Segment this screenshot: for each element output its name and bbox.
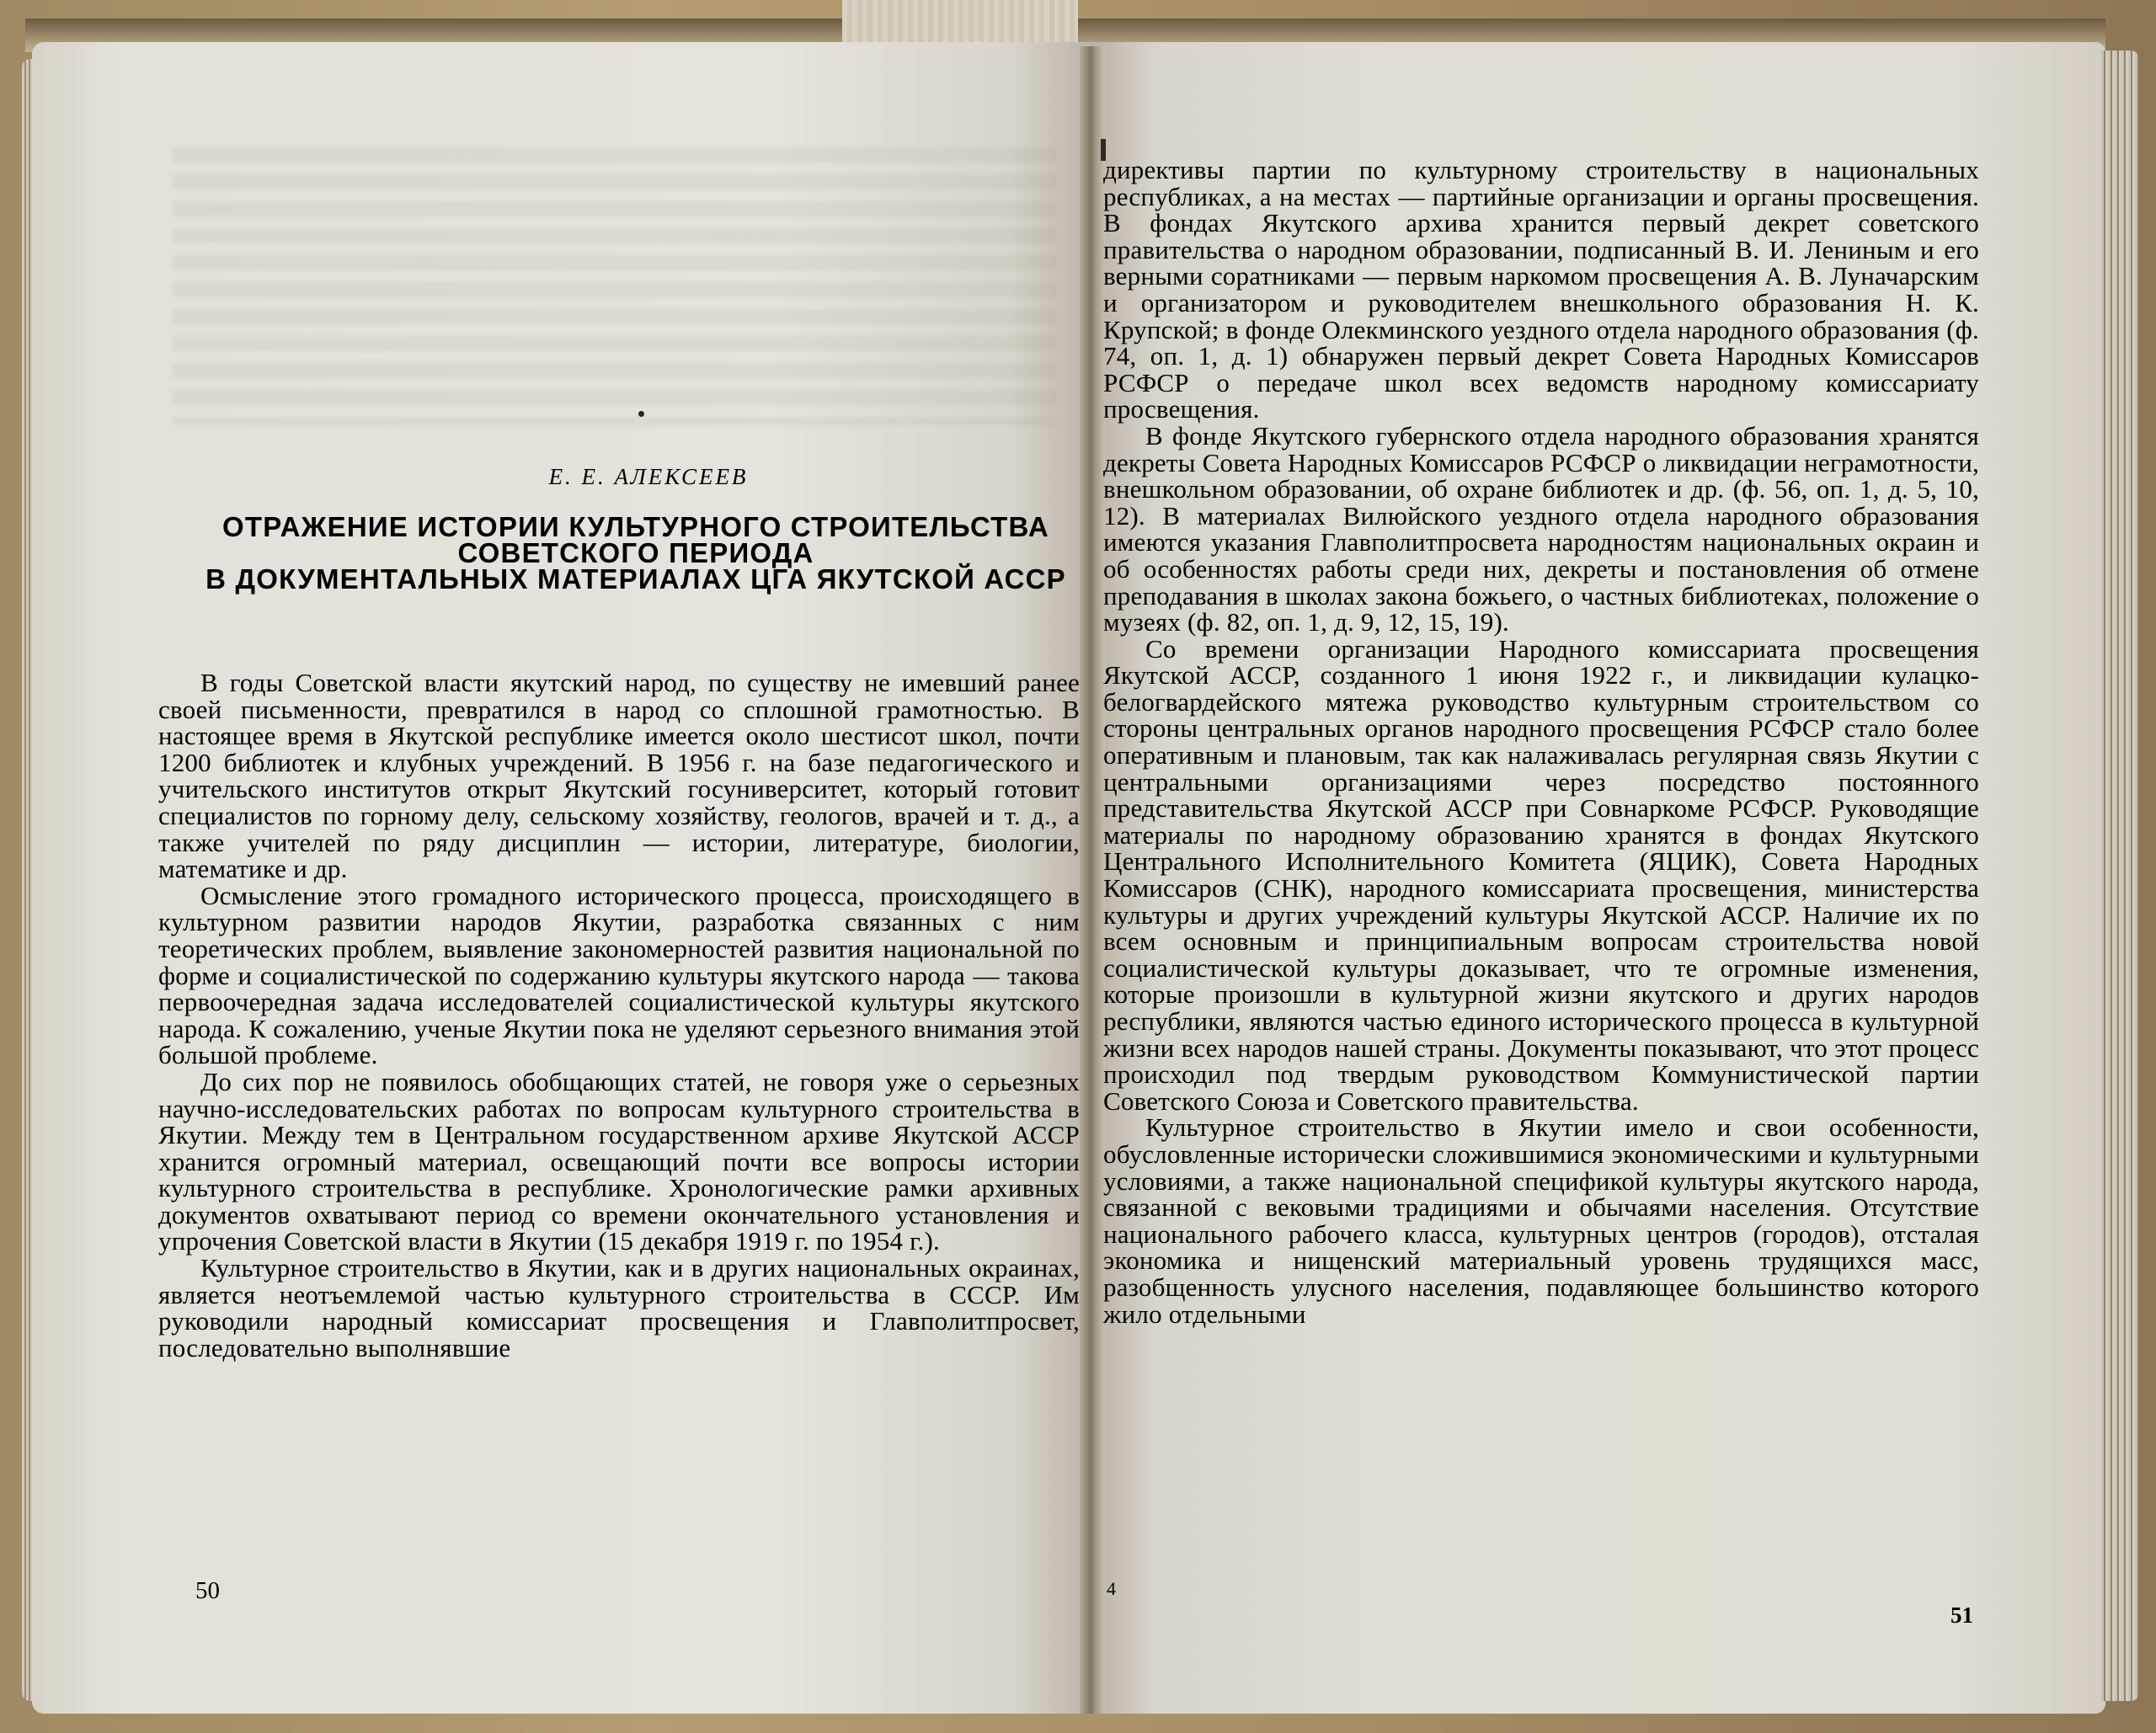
right-page-edges [2101,51,2139,1701]
paragraph: Со времени организации Народного комиссариата просвещения Якутской АССР, созданного 1 июня 1922 г., и ликвидации кулацко-белогвардейского мятежа руководство культурным строительством со стороны центральных органов народного просвещения РСФСР стало более оперативным и плановым, так как налаживалась регулярная связь Якутии с центральными организациями через посредство постоянного представительства Якутской АССР при Совнаркоме РСФСР. Руководящие материалы по народному образованию хранятся в фондах Якутского Центрального Исполнительного Комитета (ЯЦИК), Совета Народных Комиссаров (СНК), народного комиссариата просвещения, министерства культуры и других учреждений культуры Якутской АССР. Наличие их по всем основным и принципиальным вопросам строительства новой социалистической культуры доказывает, что те огромные изменения, которые произошли в культурной жизни якутского и других народов республики, являются частью единого исторического процесса в культурной жизни всех народов нашей страны. Документы показывают, что этот процесс происходил под твердым руководством Коммунистической партии Советского Союза и Советского правительства. [1103,633,1979,1116]
paragraph: Осмысление этого громадного исторического процесса, происходящего в культурном развитии народов Якутии, разработка связанных с ним теоретических проблем, выявление закономерностей развития национальной по форме и социалистической по содержанию культуры якутского народа — такова первоочередная задача исследователей социалистической культуры якутского народа. К сожалению, ученые Якутии пока не уделяют серьезного внимания этой большой проблеме. [158,880,1080,1070]
article-author: Е. Е. АЛЕКСЕЕВ [548,464,749,489]
title-line: В ДОКУМЕНТАЛЬНЫХ МАТЕРИАЛАХ ЦГА ЯКУТСКОЙ АССР [205,563,1066,595]
right-page-body [1103,157,1979,1327]
ink-dot [638,411,644,417]
paragraph: В фонде Якутского губернского отдела народного образования хранятся декреты Совета Народных Комиссаров РСФСР о ликвидации неграмотности, внешкольном образовании, об охране библиотек и др. (ф. 56, оп. 1, д. 5, 10, 12). В материалах Вилюйского уездного отдела народного образования имеются указания Главполитпросвета народностям национальных окраин и об особенностях работы среди них, декреты и постановления об отмене преподавания в школах закона божьего, о частных библиотеках, положение о музеях (ф. 82, оп. 1, д. 9, 12, 15, 19). [1103,420,1979,637]
title-line: ОТРАЖЕНИЕ ИСТОРИИ КУЛЬТУРНОГО СТРОИТЕЛЬСТВА [222,511,1049,542]
paragraph: До сих пор не появилось обобщающих статей, не говоря уже о серьезных научно-исследовательских работах по вопросам культурного строительства в Якутии. Между тем в Центральном государственном архиве Якутской АССР хранится огромный материал, освещающий почти все вопросы истории культурного строительства в республике. Хронологические рамки архивных документов охватывают период со времени окончательного установления и упрочения Советской власти в Якутии (15 декабря 1919 г. по 1954 г.). [158,1066,1080,1256]
paragraph: Культурное строительство в Якутии имело и свои особенности, обусловленные исторически сложившимися экономическими и культурными условиями, а также национальной спецификой культуры якутского народа, связанной с вековыми традициями и обычаями населения. Отсутствие национального рабочего класса, культурных центров (городов), отсталая экономика и нищенский материальный уровень трудящихся масс, разобщенность улусного населения, подавляющее большинство которого жило отдельными [1103,1112,1979,1329]
page-number-left: 50 [195,1577,220,1604]
paragraph: В годы Советской власти якутский народ, по существу не имевший ранее своей письменности, превратился в народ со сплошной грамотностью. В настоящее время в Якутской республике имеется около шестисот школ, почти 1200 библиотек и клубных учреждений. В 1956 г. на базе педагогического и учительского институтов открыт Якутский госуниверситет, который готовит специалистов по горному делу, сельскому хозяйству, геологов, врачей и т. д., а также учителей по ряду дисциплин — истории, литературе, биологии, математике и др. [158,668,1080,884]
show-through-text [173,147,1057,425]
paragraph: Культурное строительство в Якутии, как и в других национальных окраинах, является неотъемлемой частью культурного строительства в СССР. Им руководили народный комиссариат просвещения и Главполитпросвет, последовательно выполнявшие [158,1253,1080,1362]
title-line: СОВЕТСКОГО ПЕРИОДА [457,537,814,568]
book-gutter [1080,46,1105,1714]
page-number-right: 51 [1951,1602,1973,1628]
article-title [189,511,1082,595]
signature-mark: 4 [1107,1578,1116,1599]
paragraph: директивы партии по культурному строительству в национальных республиках, а на местах — партийные организации и органы просвещения. В фондах Якутского архива хранится первый декрет советского правительства о народном образовании, подписанный В. И. Лениным и его верными соратниками — первым наркомом просвещения А. В. Луначарским и организатором и руководителем внешкольного образования Н. К. Крупской; в фонде Олекминского уездного отдела народного образования (ф. 74, оп. 1, д. 1) обнаружен первый декрет Совета Народных Комиссаров РСФСР о передаче школ всех ведомств народному комиссариату просвещения. [1103,155,1979,424]
left-page-body [158,669,1080,1361]
